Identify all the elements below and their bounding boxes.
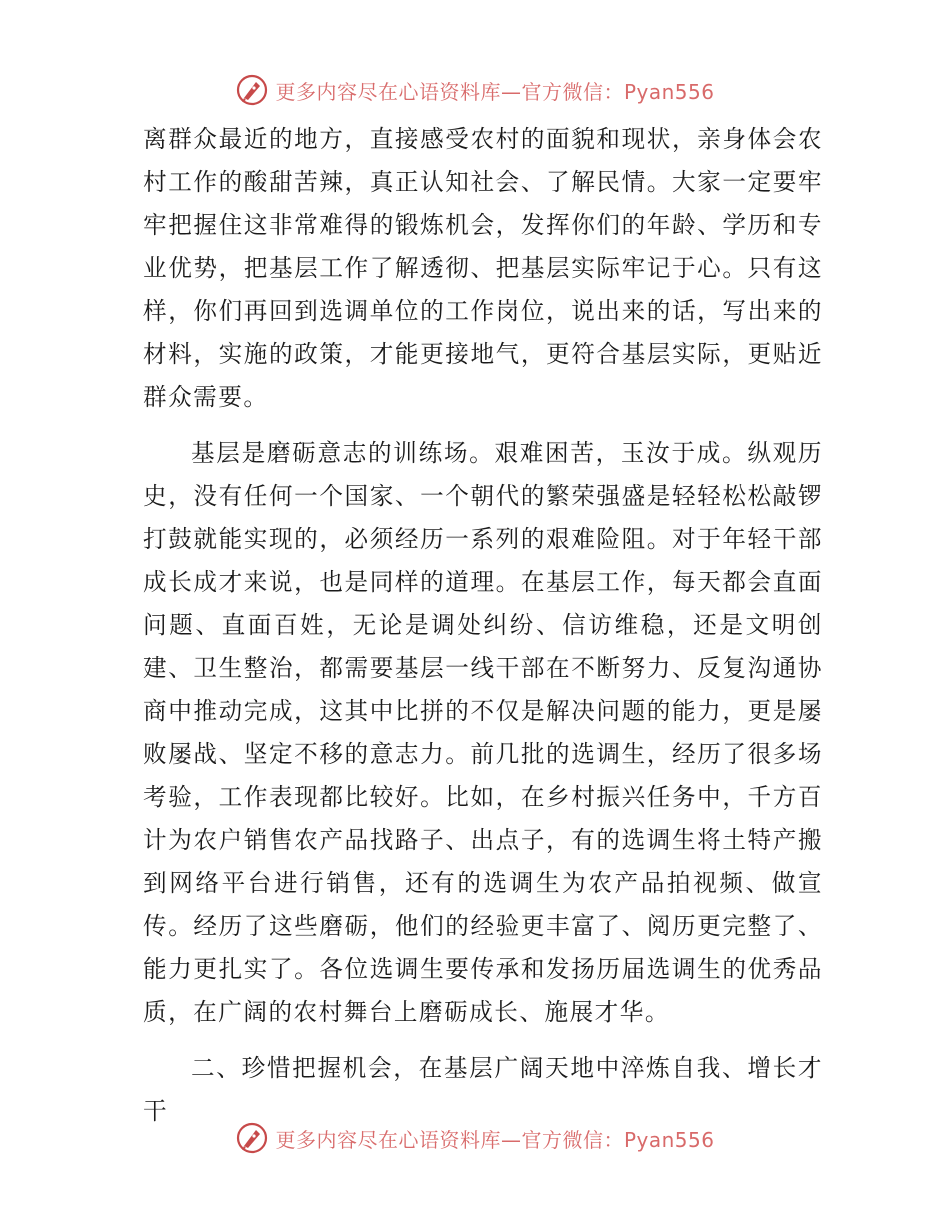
section-heading: 二、珍惜把握机会，在基层广阔天地中淬炼自我、增长才干 [143, 1054, 823, 1125]
paragraph-1: 离群众最近的地方，直接感受农村的面貌和现状，亲身体会农村工作的酸甜苦辣，真正认知社会、了解民情。大家一定要牢牢把握住这非常难得的锻炼机会，发挥你们的年龄、学历和专业优势，把基层工作了解透彻、把基层实际牢记于心。只有这样，你们再回到选调单位的工作岗位，说出来的话，写出来的材料，实施的政策，才能更接地气，更符合基层实际，更贴近群众需要。 [143, 125, 823, 411]
pen-nib-logo-icon [235, 73, 269, 107]
pen-nib-logo-icon [235, 1121, 269, 1155]
paragraph-2: 基层是磨砺意志的训练场。艰难困苦，玉汝于成。纵观历史，没有任何一个国家、一个朝代的繁荣强盛是轻轻松松敲锣打鼓就能实现的，必须经历一系列的艰难险阻。对于年轻干部成长成才来说，也是同样的道理。在基层工作，每天都会直面问题、直面百姓，无论是调处纠纷、信访维稳，还是文明创建、卫生整治，都需要基层一线干部在不断努力、反复沟通协商中推动完成，这其中比拼的不仅是解决问题的能力，更是屡败屡战、坚定不移的意志力。前几批的选调生，经历了很多场考验，工作表现都比较好。比如，在乡村振兴任务中，千方百计为农户销售农产品找路子、出点子，有的选调生将土特产搬到网络平台进行销售，还有的选调生为农产品拍视频、做宣传。经历了这些磨砺，他们的经验更丰富了、阅历更完整了、能力更扎实了。各位选调生要传承和发扬历届选调生的优秀品质，在广阔的农村舞台上磨砺成长、施展才华。 [143, 439, 823, 1026]
banner-text: 更多内容尽在心语资料库—官方微信：Pyan556 [275, 79, 715, 104]
banner-text: 更多内容尽在心语资料库—官方微信：Pyan556 [275, 1127, 715, 1152]
header-banner [0, 70, 950, 110]
document-body [143, 118, 823, 1133]
footer-banner [0, 1118, 950, 1158]
